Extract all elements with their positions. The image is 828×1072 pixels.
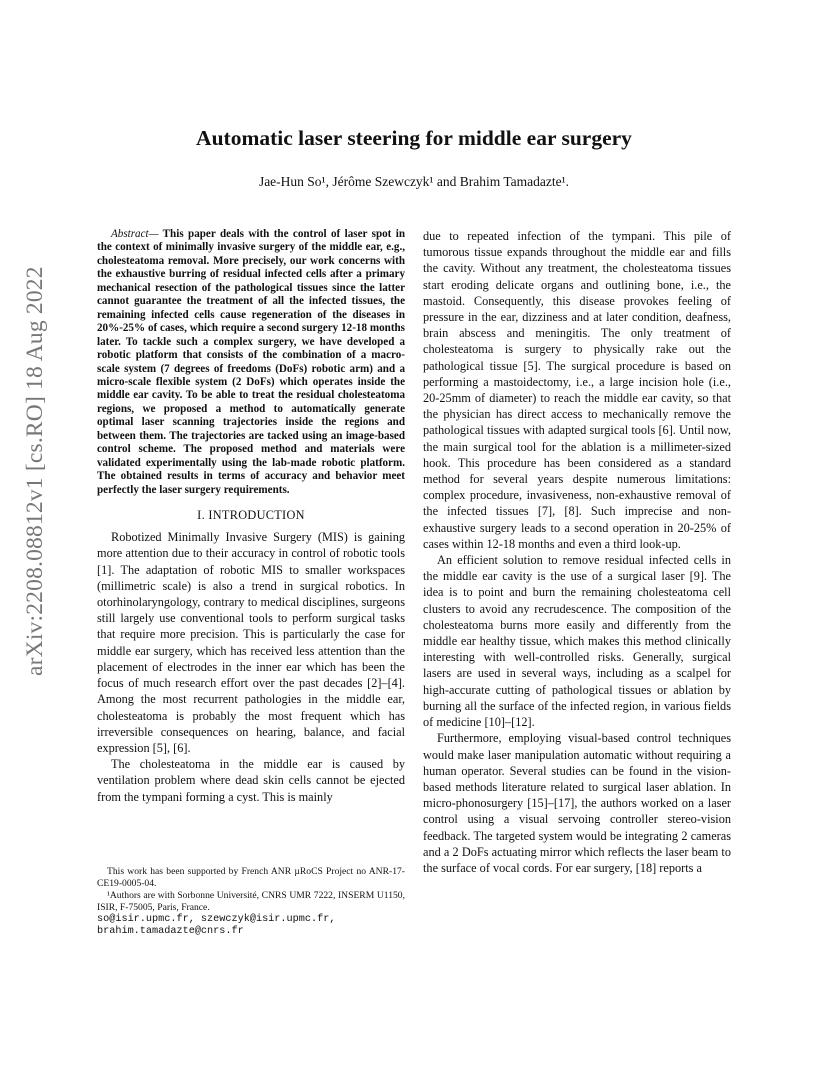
footnote-support: This work has been supported by French ANR µRoCS Project no ANR-17-CE19-0005-04. <box>97 866 405 889</box>
paper-title: Automatic laser steering for middle ear surgery <box>196 126 632 150</box>
footnotes <box>97 866 405 938</box>
author-list: Jae-Hun So¹, Jérôme Szewczyk¹ and Brahim Tamadazte¹. <box>258 174 570 189</box>
right-column <box>423 228 731 876</box>
section-heading-introduction: I. INTRODUCTION <box>197 508 305 523</box>
abstract <box>97 228 405 497</box>
intro-paragraph-4: An efficient solution to remove residual infected cells in the middle ear cavity is the use of a surgical laser [9]. The idea is to point and burn the remaining cholesteatoma cell clusters to avoid any recrudescence. The composition of the cholesteatoma burns more easily and differently from the middle ear healthy tissue, which makes this method clinically interesting with well-controlled risks. Generally, surgical lasers are used in several ways, including as a scalpel for high-accurate cutting of pathological tissues or ablation by burning all the surface of the infected region, in various fields of medicine [10]–[12]. <box>423 553 731 730</box>
arxiv-identifier: arXiv:2208.08812v1 [cs.RO] 18 Aug 2022 <box>22 266 48 676</box>
abstract-text: This paper deals with the control of laser spot in the context of minimally invasive surgery of the middle ear, e.g., cholesteatoma removal. More precisely, our work concerns with the exhaustive burring of residual infected cells after a primary mechanical resection of the pathological tissues since the latter cannot guarantee the treatment of all the infected tissues, the remaining infected cells cause regeneration of the diseases in 20%-25% of cases, which require a second surgery 12-18 months later. To tackle such a complex surgery, we have developed a robotic platform that consists of the combination of a macro-scale system (7 degrees of freedoms (DoFs) robotic arm) and a micro-scale flexible system (2 DoFs) which operates inside the middle ear cavity. To be able to treat the residual cholesteatoma regions, we proposed a method to automatically generate optimal laser scanning trajectories inside the regions and between them. The trajectories are tacked using an image-based control scheme. The proposed method and materials were validated experimentally using the lab-made robotic platform. The obtained results in terms of accuracy and behavior meet perfectly the laser surgery requirements. <box>97 228 405 496</box>
footnote-emails <box>97 914 405 938</box>
footnote-affiliation: ¹Authors are with Sorbonne Université, CNRS UMR 7222, INSERM U1150, ISIR, F-75005, Paris, France. <box>97 890 405 913</box>
intro-paragraph-2: The cholesteatoma in the middle ear is caused by ventilation problem where dead skin cells cannot be ejected from the tympani forming a cyst. This is mainly <box>97 757 405 804</box>
email-line-2: brahim.tamadazte@cnrs.fr <box>97 926 244 937</box>
intro-paragraph-5: Furthermore, employing visual-based control techniques would make laser manipulation automatic without requiring a human operator. Several studies can be found in the vision-based methods literature related to surgical laser ablation. In micro-phonosurgery [15]–[17], the authors worked on a laser control using a visual servoing controller stereo-vision feedback. The targeted system would be integrating 2 cameras and a 2 DoFs actuating mirror which reflects the laser beam to the surface of vocal cords. For ear surgery, [18] reports a <box>423 731 731 875</box>
intro-paragraph-1: Robotized Minimally Invasive Surgery (MIS) is gaining more attention due to their accuracy in control of robotic tools [1]. The adaptation of robotic MIS to smaller workspaces (millimetric scale) is also a trend in surgical robotics. In otorhinolaryngology, contrary to medical disciplines, surgeons still largely use conventional tools to perform surgical tasks that require more precision. This is particularly the case for middle ear surgery, which has received less attention than the placement of electrodes in the inner ear which has been the focus of much research effort over the past decades [2]–[4]. Among the most recurrent pathologies in the middle ear, cholesteatoma is probably the most frequent which has irreversible consequences on hearing, balance, and facial expression [5], [6]. <box>97 530 405 755</box>
intro-paragraph-3: due to repeated infection of the tympani. This pile of tumorous tissue expands throughout the middle ear and fills the cavity. Without any treatment, the cholesteatoma tissues start eroding delicate organs and outlining bone, i.e., the mastoid. Consequently, this disease provokes feeling of pressure in the ear, dizziness and at later condition, deafness, brain abscess and meningitis. The only treatment of cholesteatoma is surgery to physically rake out the pathological tissue [5]. The surgical procedure is based on performing a mastoidectomy, i.e., a large incision hole (i.e., 20-25mm of diameter) to reach the middle ear cavity, so that the physician has direct access to mechanically remove the pathological tissues with adapted surgical tools [6]. Until now, the main surgical tool for the ablation is a millimeter-sized hook. This procedure has been considered as a standard method for several years despite numerous limitations: complex procedure, invasiveness, non-exhaustive removal of the infected tissues [7], [8]. Such imprecise and non-exhaustive surgery leads to a second operation in 20-25% of cases within 12-18 months and even a third look-up. <box>423 229 731 551</box>
abstract-label: Abstract— <box>111 228 159 240</box>
email-line-1: so@isir.upmc.fr, szewczyk@isir.upmc.fr, <box>97 914 336 925</box>
left-column <box>97 228 405 805</box>
